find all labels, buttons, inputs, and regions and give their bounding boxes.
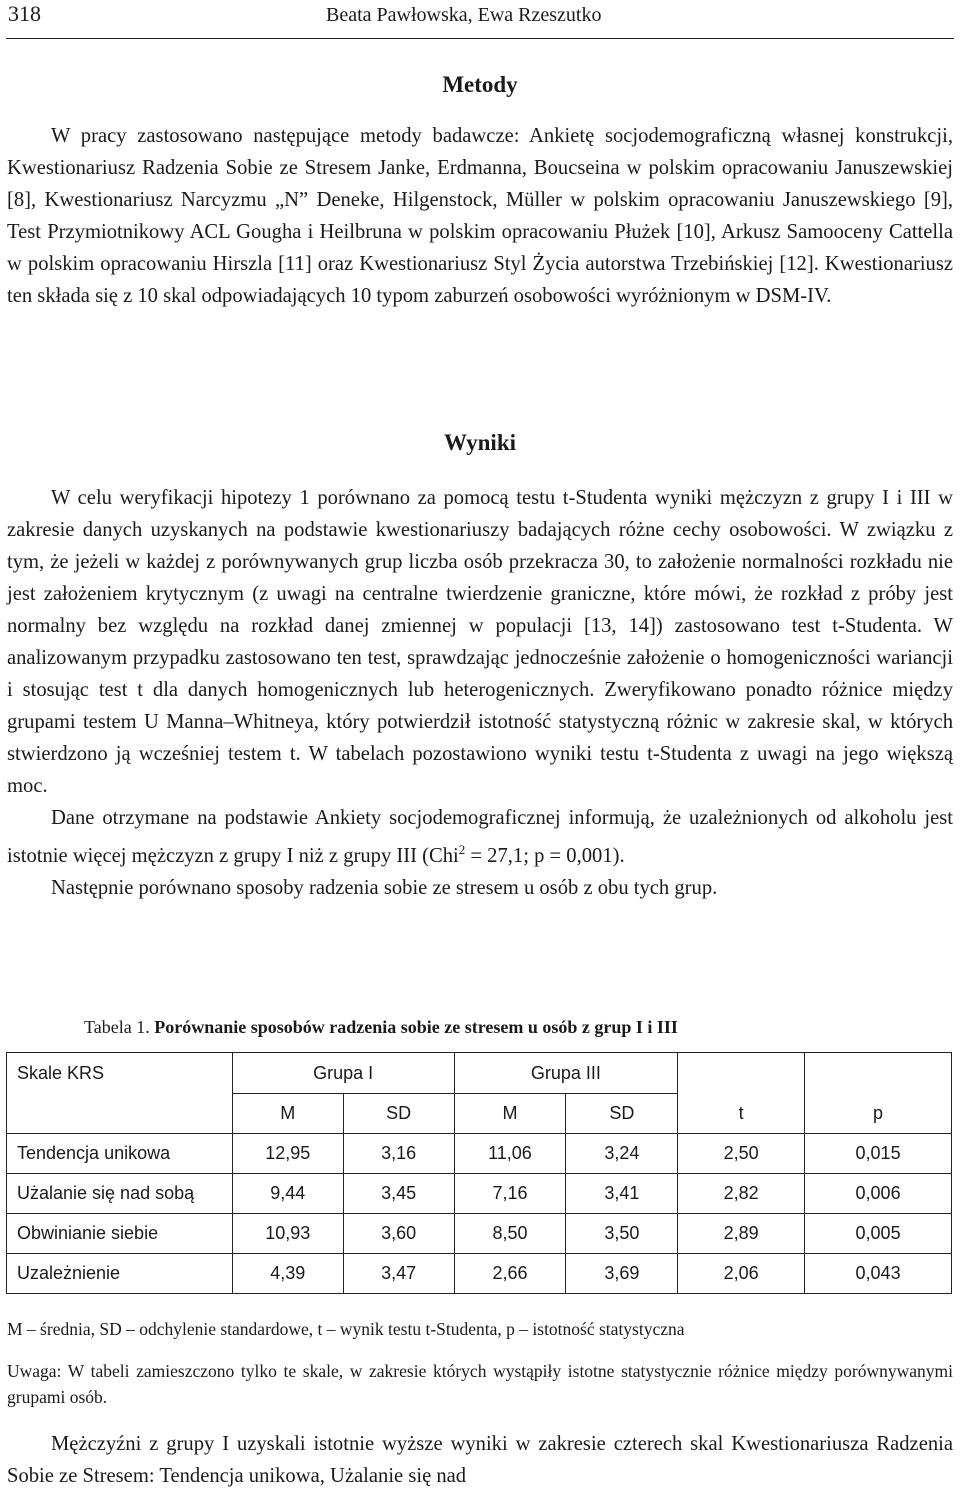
row-scale: Obwinianie siebie [7, 1214, 233, 1254]
row-m1: 4,39 [232, 1254, 343, 1294]
row-t: 2,06 [678, 1254, 805, 1294]
wyniki-paragraph-1: W celu weryfikacji hipotezy 1 porównano za pomocą testu t-Studenta wyniki mężczyzn z grupy I i III w zakresie danych uzyskanych na podstawie kwestionariuszy badających różne cechy osobowości. W związku z tym, że jeżeli w każdej z porównywanych grup liczba osób przekracza 30, to założenie normalności rozkładu nie jest założeniem krytycznym (z uwagi na centralne twierdzenie graniczne, które mówi, że rozkład z próby jest normalny bez względu na rozkład danej zmiennej w populacji [13, 14]) zastosowano test t-Studenta. W analizowanym przypadku zastosowano ten test, sprawdzając jednocześnie założenie o homogeniczności wariancji i stosując test t dla danych homogenicznych lub heterogenicznych. Zweryfikowano ponadto różnice między grupami testem U Manna–Whitneya, który potwierdził istotność statystyczną różnic w zakresie skal, w których stwierdzono ją wcześniej testem t. W tabelach pozostawiono wyniki testu t-Studenta z uwagi na jego większą moc. [7, 487, 953, 797]
wyniki-paragraph-2-end: = 27,1; p = 0,001). [465, 844, 625, 867]
wyniki-section [7, 482, 953, 904]
row-t: 2,82 [678, 1174, 805, 1214]
results-table [6, 1052, 952, 1294]
table-note: Uwaga: W tabeli zamieszczono tylko te skale, w zakresie których wystąpiły istotne statystycznie różnice między porównywanymi grupami osób. [7, 1361, 953, 1407]
metody-section [7, 120, 953, 312]
row-sd3: 3,41 [566, 1174, 678, 1214]
wyniki-paragraph-2 [7, 802, 953, 872]
row-m1: 12,95 [232, 1134, 343, 1174]
table-header-row-2 [7, 1094, 952, 1134]
table-header-row-1 [7, 1053, 952, 1094]
row-m3: 11,06 [454, 1134, 566, 1174]
row-m3: 2,66 [454, 1254, 566, 1294]
table-caption-label: Tabela 1. [84, 1017, 150, 1037]
header-scale-cell: Skale KRS [7, 1053, 233, 1094]
page-header [0, 0, 960, 36]
row-p: 0,015 [805, 1134, 952, 1174]
header-t: t [678, 1094, 805, 1134]
chi-superscript: 2 [458, 842, 466, 857]
table-caption-title: Porównanie sposobów radzenia sobie ze stresem u osób z grup I i III [154, 1017, 678, 1037]
header-sd3: SD [566, 1094, 678, 1134]
row-m3: 7,16 [454, 1174, 566, 1214]
row-scale: Tendencja unikowa [7, 1134, 233, 1174]
row-t: 2,50 [678, 1134, 805, 1174]
table-caption [84, 1014, 678, 1040]
header-m3: M [454, 1094, 566, 1134]
header-p-top [805, 1053, 952, 1094]
row-m3: 8,50 [454, 1214, 566, 1254]
row-scale: Uzależnienie [7, 1254, 233, 1294]
running-title: Beata Pawłowska, Ewa Rzeszutko [326, 4, 602, 26]
header-m1: M [232, 1094, 343, 1134]
table-row [7, 1254, 952, 1294]
header-rule [6, 38, 954, 39]
row-m1: 9,44 [232, 1174, 343, 1214]
page-number: 318 [8, 1, 41, 26]
section-heading-wyniki: Wyniki [443, 430, 516, 455]
row-m1: 10,93 [232, 1214, 343, 1254]
row-p: 0,043 [805, 1254, 952, 1294]
row-scale: Użalanie się nad sobą [7, 1174, 233, 1214]
row-sd1: 3,60 [343, 1214, 454, 1254]
table-legend: M – średnia, SD – odchylenie standardowe, t – wynik testu t-Studenta, p – istotność statystyczna [7, 1319, 685, 1339]
table-row [7, 1174, 952, 1214]
row-t: 2,89 [678, 1214, 805, 1254]
row-sd3: 3,24 [566, 1134, 678, 1174]
table-row [7, 1134, 952, 1174]
wyniki-paragraph-3: Następnie porównano sposoby radzenia sobie ze stresem u osób z obu tych grup. [51, 876, 718, 899]
metody-paragraph: W pracy zastosowano następujące metody badawcze: Ankietę socjodemograficzną własnej konstrukcji, Kwestionariusz Radzenia Sobie ze Stresem Janke, Erdmanna, Boucseina w polskim opracowaniu Januszewskiej [8], Kwestionariusz Narcyzmu „N” Deneke, Hilgenstock, Müller w polskim opracowaniu Januszewskiego [9], Test Przymiotnikowy ACL Gougha i Heilbruna w polskim opracowaniu Płużek [10], Arkusz Samooceny Cattella w polskim opracowaniu Hirszla [11] oraz Kwestionariusz Styl Życia autorstwa Trzebińskiej [12]. Kwestionariusz ten składa się z 10 skal odpowiadających 10 typom zaburzeń osobowości wyróżnionym w DSM-IV. [7, 125, 953, 307]
row-sd3: 3,50 [566, 1214, 678, 1254]
header-scale-bottom [7, 1094, 233, 1134]
header-group-1: Grupa I [232, 1053, 454, 1094]
closing-section [7, 1428, 953, 1492]
row-sd1: 3,45 [343, 1174, 454, 1214]
row-sd1: 3,47 [343, 1254, 454, 1294]
header-p: p [805, 1094, 952, 1134]
section-heading-metody: Metody [442, 72, 518, 97]
header-t-top [678, 1053, 805, 1094]
row-p: 0,006 [805, 1174, 952, 1214]
row-sd3: 3,69 [566, 1254, 678, 1294]
header-sd1: SD [343, 1094, 454, 1134]
table-row [7, 1214, 952, 1254]
wyniki-paragraph-2-text: Dane otrzymane na podstawie Ankiety socjodemograficznej informują, że uzależnionych od alkoholu jest istotnie więcej mężczyzn z grupy I niż z grupy III (Chi [7, 807, 953, 867]
header-group-3: Grupa III [454, 1053, 678, 1094]
closing-paragraph: Mężczyźni z grupy I uzyskali istotnie wyższe wyniki w zakresie czterech skal Kwestionariusza Radzenia Sobie ze Stresem: Tendencja unikowa, Użalanie się nad [7, 1433, 953, 1487]
row-sd1: 3,16 [343, 1134, 454, 1174]
row-p: 0,005 [805, 1214, 952, 1254]
